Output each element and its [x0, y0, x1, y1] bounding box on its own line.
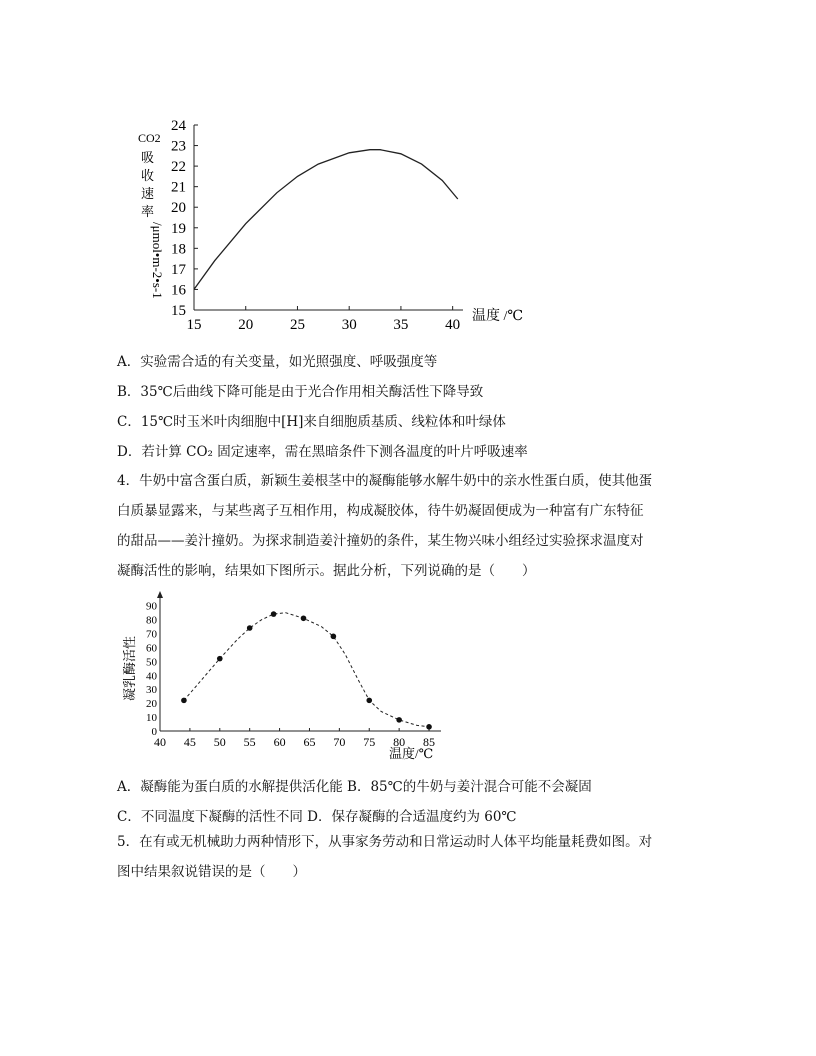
q5-question	[117, 827, 702, 887]
chart2-x-tick-label: 65	[303, 735, 316, 749]
chart2-y-tick-label: 40	[146, 670, 157, 683]
chart2-y-tick-label: 0	[151, 726, 157, 738]
q4-option-ab: A．凝酶能为蛋白质的水解提供活化能 B．85℃的牛奶与姜汁混合可能不会凝固	[117, 779, 592, 795]
chart1-x-tick-label: 40	[445, 317, 461, 333]
chart1-y-tick-label: 20	[171, 200, 186, 217]
chart1-x-tick-label: 20	[238, 317, 254, 333]
chart1-y-tick-label: 15	[171, 303, 186, 319]
q3-option-a: A．实验需合适的有关变量，如光照强度、呼吸强度等	[117, 354, 438, 370]
chart1-y-tick-label: 22	[171, 159, 186, 176]
rennet-activity-chart	[115, 586, 455, 766]
chart1-x-tick-label: 35	[393, 317, 409, 333]
rennet-data-point	[396, 717, 402, 723]
rennet-activity-points	[181, 611, 432, 729]
chart1-y-tick-label: 18	[171, 241, 186, 258]
chart2-xlabel: 温度/℃	[389, 746, 434, 761]
chart2-y-tick-label: 60	[146, 642, 157, 655]
chart2-y-tick-label: 20	[146, 698, 157, 711]
rennet-data-point	[271, 611, 277, 617]
q4-line-2: 白质暴显露来，与某些离子互相作用，构成凝胶体，待牛奶凝固便成为一种富有广东特征	[117, 503, 644, 519]
chart1-x-tick-label: 30	[341, 317, 357, 333]
chart1-x-tick-label: 25	[289, 317, 305, 333]
chart2-y-tick-label: 90	[146, 600, 157, 613]
chart2-x-tick-label: 70	[333, 735, 346, 749]
rennet-data-point	[247, 625, 253, 631]
q3-option-c: C．15℃时玉米叶肉细胞中[H]来自细胞质基质、线粒体和叶绿体	[117, 414, 506, 430]
chart1-ylabel-char-1: 收	[141, 168, 155, 183]
chart1-x-tick-label: 15	[186, 317, 202, 333]
chart2-x-tick-label: 55	[243, 735, 256, 749]
chart1-ylabel-char-2: 速	[141, 186, 155, 201]
rennet-data-point	[181, 698, 187, 704]
chart2-y-tick-label: 50	[146, 656, 157, 669]
chart1-y-tick-label: 17	[171, 261, 186, 278]
q4-option-cd: C．不同温度下凝酶的活性不同 D．保存凝酶的合适温度约为 60℃	[117, 809, 517, 825]
q5-line-2: 图中结果叙说错误的是（ ）	[117, 864, 306, 880]
chart2-ylabel: 凝乳酶活性	[122, 635, 137, 701]
chart2-x-tick-label: 50	[213, 735, 226, 749]
co2-rate-curve	[194, 150, 458, 290]
chart1-ylabel-co2: CO2	[138, 131, 161, 145]
chart2-y-tick-label: 30	[146, 684, 157, 697]
rennet-data-point	[366, 698, 372, 704]
chart2-x-tick-label: 60	[273, 735, 286, 749]
chart2-y-ticks	[146, 601, 158, 738]
chart1-y-tick-label: 23	[171, 138, 186, 155]
rennet-data-point	[301, 615, 307, 621]
chart1-ylabel-unit: /μmol•m-2•s-1	[150, 222, 165, 299]
q3-option-b: B．35℃后曲线下降可能是由于光合作用相关酶活性下降导致	[117, 384, 484, 400]
rennet-activity-curve	[184, 613, 429, 727]
q3-option-d: D．若计算 CO₂ 固定速率，需在黑暗条件下测各温度的叶片呼吸速率	[117, 444, 528, 460]
chart2-x-tick-label: 75	[363, 735, 376, 749]
q5-line-1: 5．在有或无机械助力两种情形下，从事家务劳动和日常运动时人体平均能量耗费如图。对	[117, 834, 653, 850]
chart1-xlabel: 温度 /℃	[472, 309, 524, 324]
chart1-axes	[194, 125, 463, 310]
rennet-data-point	[426, 724, 432, 730]
chart2-y-tick-label: 80	[146, 614, 157, 627]
chart1-y-tick-label: 21	[171, 179, 186, 196]
q4-line-3: 的甜品——姜汁撞奶。为探求制造姜汁撞奶的条件，某生物兴味小组经过实验探求温度对	[117, 533, 644, 549]
rennet-data-point	[331, 634, 337, 640]
rennet-data-point	[217, 656, 223, 662]
chart2-x-tick-label: 45	[183, 735, 196, 749]
co2-absorption-chart	[130, 112, 550, 334]
q4-line-4: 凝酶活性的影响，结果如下图所示。据此分析，下列说确的是（ ）	[117, 563, 536, 579]
chart2-x-tick-label: 80	[393, 735, 406, 749]
chart2-x-tick-label: 85	[423, 735, 436, 749]
chart1-ylabel-char-0: 吸	[141, 150, 155, 165]
chart1-y-tick-label: 24	[171, 118, 186, 134]
chart2-y-tick-label: 10	[146, 712, 157, 725]
chart2-x-tick-label: 40	[154, 735, 166, 749]
chart2-y-arrow-icon	[157, 591, 163, 598]
chart1-ylabel-char-3: 率	[141, 204, 155, 219]
q4-question	[117, 466, 702, 586]
chart1-y-tick-label: 19	[171, 220, 186, 237]
chart1-y-tick-label: 16	[171, 282, 186, 299]
chart2-axes	[157, 591, 441, 731]
chart2-y-tick-label: 70	[146, 628, 157, 641]
q4-line-1: 4．牛奶中富含蛋白质，新颖生姜根茎中的凝酶能够水解牛奶中的亲水性蛋白质，使其他蛋	[117, 473, 653, 489]
